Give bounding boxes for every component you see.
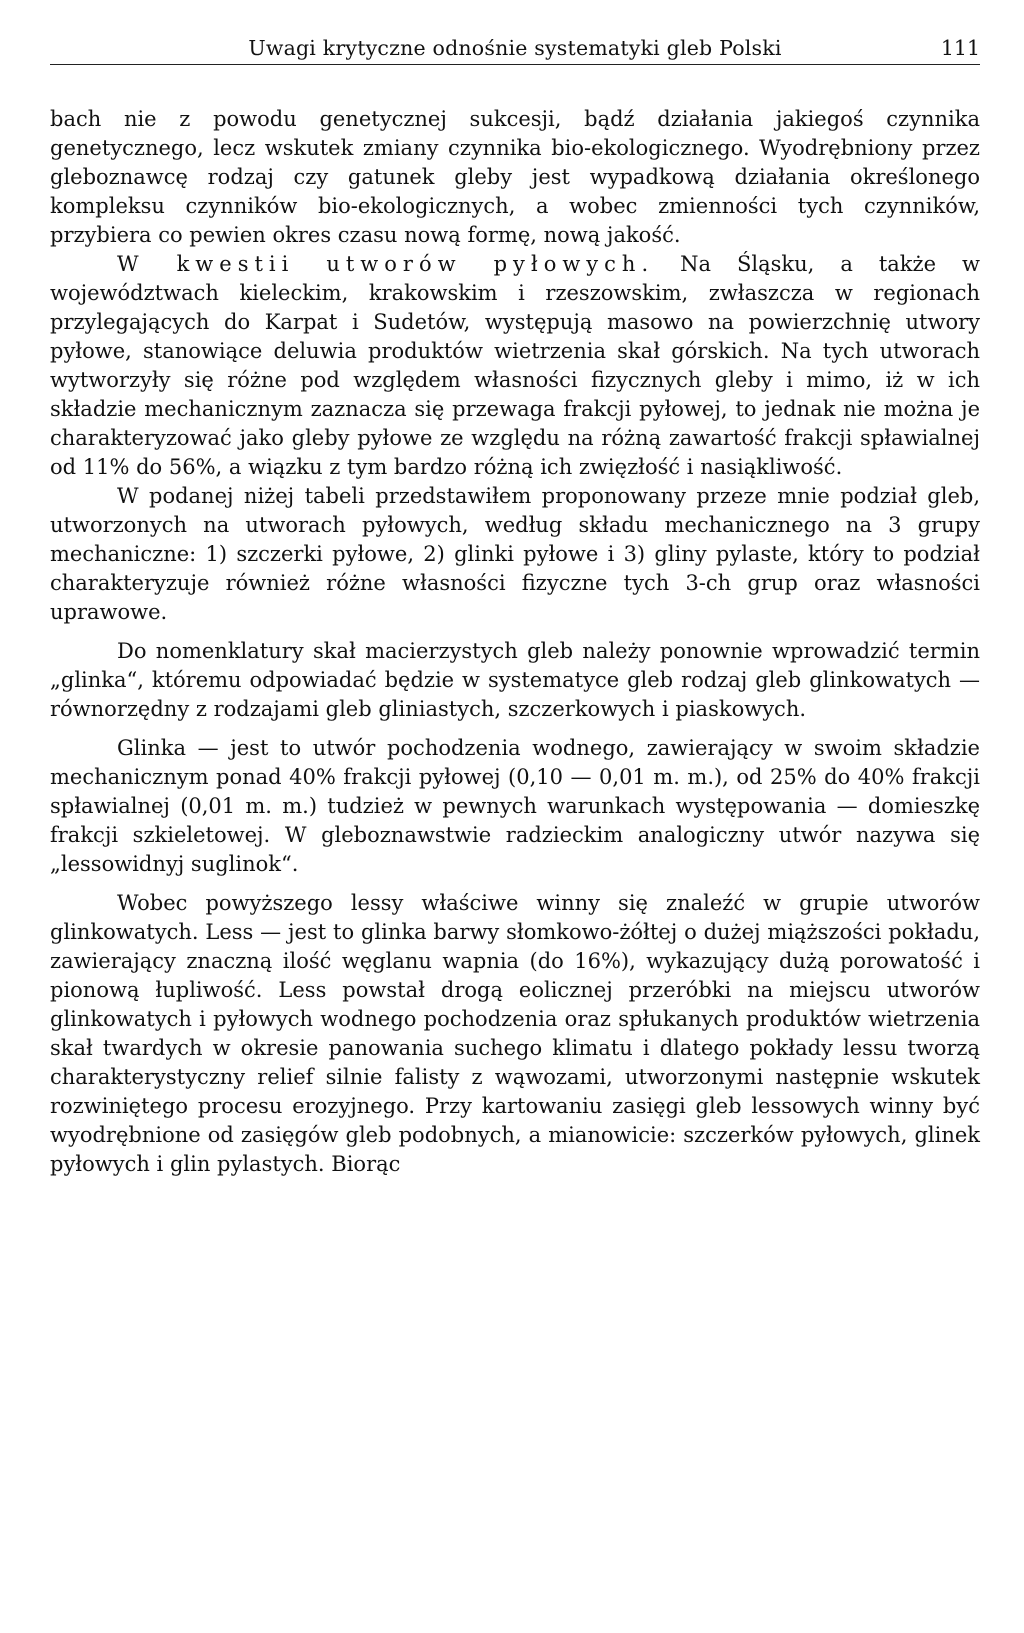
paragraph-4-text: Do nomenklatury skał macierzystych gleb należy ponownie wprowadzić termin „glinka“, któremu odpowiadać będzie w systematyce gleb rodzaj gleb glinkowatych — równorzędny z rodzajami gleb gliniastych, szczerkowych i piaskowych. bbox=[50, 639, 980, 721]
paragraph-1-text: bach nie z powodu genetycznej sukcesji, bądź działania jakiegoś czynnika genetycznego, lecz wskutek zmiany czynnika bio-ekologicznego. Wyodrębniony przez gleboznawcę rodzaj czy gatunek gleby jest wypadkową działania określonego kompleksu czynników bio-ekologicznych, a wobec zmienności tych czynników, przybiera co pewien okres czasu nową formę, nową jakość. bbox=[50, 107, 980, 247]
paragraph-2-text: Na Śląsku, a także w województwach kieleckim, krakowskim i rzeszowskim, zwłaszcza w regionach przylegających do Karpat i Sudetów, występują masowo na powierzchnię utwory pyłowe, stanowiące deluwia produktów wietrzenia skał górskich. Na tych utworach wytworzyły się różne pod względem własności fizycznych gleby i mimo, iż w ich składzie mechanicznym zaznacza się przewaga frakcji pyłowej, to jednak nie można je charakteryzować jako gleby pyłowe ze względu na różną zawartość frakcji spławialnej od 11% do 56%, a wiązku z tym bardzo różną ich zwięzłość i nasiąkliwość. bbox=[50, 252, 980, 479]
paragraph-6 bbox=[50, 889, 980, 1179]
running-header bbox=[50, 30, 980, 65]
paragraph-5 bbox=[50, 734, 980, 879]
section-lead-heading: W kwestii utworów pyłowych. bbox=[117, 252, 655, 276]
paragraph-4 bbox=[50, 637, 980, 724]
paragraph-6-text: Wobec powyższego lessy właściwe winny się znaleźć w grupie utworów glinkowatych. Less — jest to glinka barwy słomkowo-żółtej o dużej miąższości pokładu, zawierający znaczną ilość węglanu wapnia (do 16%), wykazujący dużą porowatość i pionową łupliwość. Less powstał drogą eolicznej przeróbki na miejscu utworów glinkowatych i pyłowych wodnego pochodzenia oraz spłukanych produktów wietrzenia skał twardych w okresie panowania suchego klimatu i dlatego pokłady lessu tworzą charakterystyczny relief silnie falisty z wąwozami, utworzonymi następnie wskutek rozwiniętego procesu erozyjnego. Przy kartowaniu zasięgi gleb lessowych winny być wyodrębnione od zasięgów gleb podobnych, a mianowicie: szczerków pyłowych, glinek pyłowych i glin pylastych. Biorąc bbox=[50, 891, 980, 1176]
paragraph-2 bbox=[50, 250, 980, 482]
body-text bbox=[50, 105, 980, 1179]
paragraph-1 bbox=[50, 105, 980, 250]
document-page bbox=[50, 30, 980, 1179]
page-number: 111 bbox=[940, 36, 980, 60]
paragraph-3-text: W podanej niżej tabeli przedstawiłem proponowany przeze mnie podział gleb, utworzonych na utworach pyłowych, według składu mechanicznego na 3 grupy mechaniczne: 1) szczerki pyłowe, 2) glinki pyłowe i 3) gliny pylaste, który to podział charakteryzuje również różne własności fizyczne tych 3-ch grup oraz własności uprawowe. bbox=[50, 484, 980, 624]
paragraph-5-text: Glinka — jest to utwór pochodzenia wodnego, zawierający w swoim składzie mechanicznym ponad 40% frakcji pyłowej (0,10 — 0,01 m. m.), od 25% do 40% frakcji spławialnej (0,01 m. m.) tudzież w pewnych warunkach występowania — domieszkę frakcji szkieletowej. W gleboznawstwie radzieckim analogiczny utwór nazywa się „lessowidnyj suglinok“. bbox=[50, 736, 980, 876]
running-title: Uwagi krytyczne odnośnie systematyki gleb Polski bbox=[248, 36, 782, 60]
paragraph-3 bbox=[50, 482, 980, 627]
